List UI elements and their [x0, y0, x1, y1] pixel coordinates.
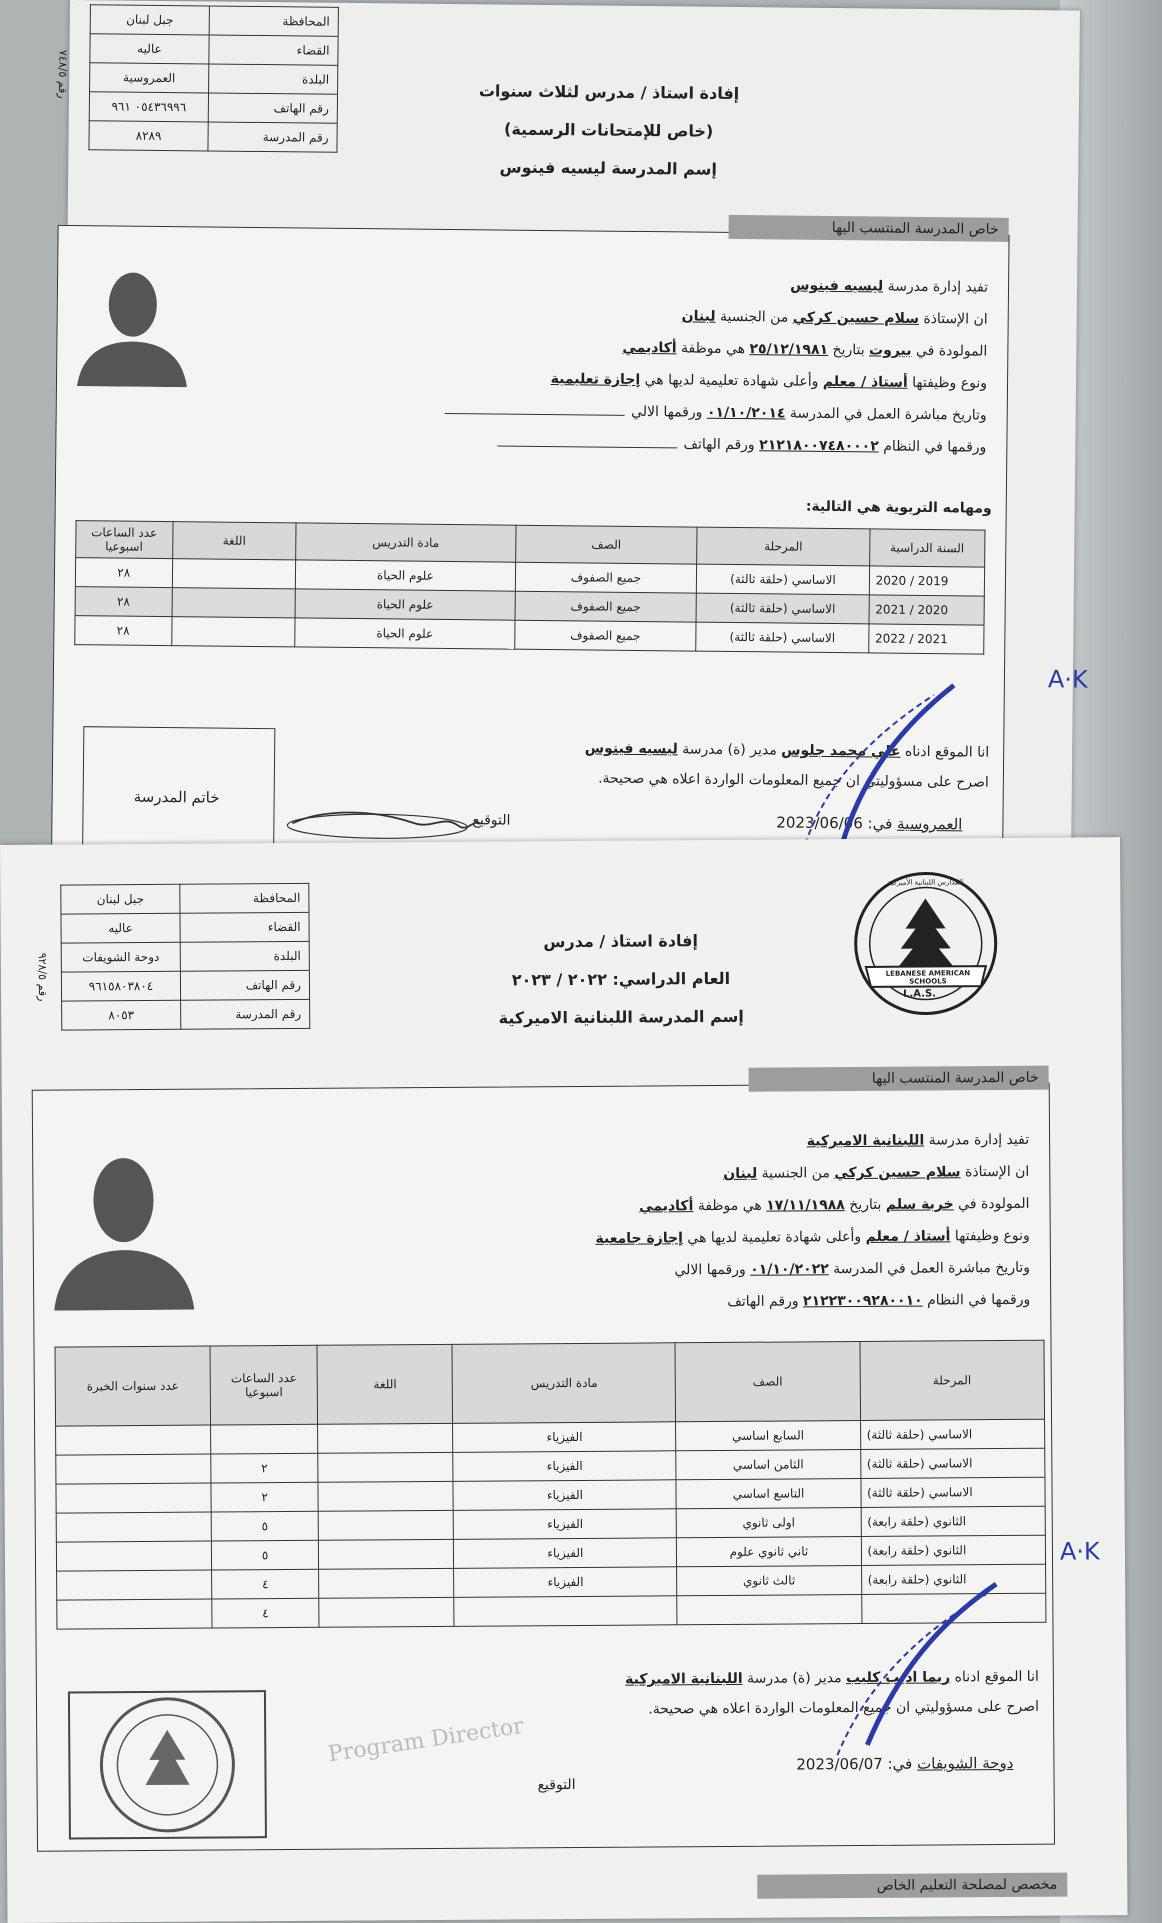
- tasks-label: ومهامه التربوية هي التالية:: [805, 498, 992, 517]
- info-row: القضاء عاليه: [61, 912, 309, 943]
- logo-initials: L.A.S.: [903, 988, 937, 1000]
- table-row: ٤: [57, 1593, 1046, 1629]
- school-name-line: إسم المدرسة ليسيه فينوس: [499, 157, 718, 179]
- info-row: القضاء عاليه: [90, 34, 338, 66]
- academic-year: العام الدراسي: ٢٠٢٢ / ٢٠٢٣: [511, 968, 731, 990]
- info-row: رقم المدرسة ٨٢٨٩: [89, 121, 337, 153]
- school-section-box: [32, 1069, 1055, 1852]
- signature-scribble-icon: [282, 803, 482, 845]
- document-subtitle: (خاص للإمتحانات الرسمية): [503, 119, 714, 141]
- detail-line-name: ان الإستاذة سلام حسين كركي من الجنسية لبنان: [681, 308, 988, 328]
- detail-line-start: وتاريخ مباشرة العمل في المدرسة ٠١/١٠/٢٠٢٢ ورقمها الالي: [674, 1259, 1031, 1279]
- school-name-line: إسم المدرسة اللبنانية الاميركية: [498, 1006, 744, 1028]
- col-header: المرحلة: [697, 527, 870, 566]
- ref-code: رقم ٧٤٨/٥: [55, 49, 70, 99]
- table-header-row: [55, 1340, 1045, 1426]
- col-header: مادة التدريس: [452, 1343, 675, 1424]
- document-title: إفادة استاذ / مدرس لثلاث سنوات: [478, 81, 740, 104]
- col-header: عدد سنوات الخبرة: [55, 1346, 211, 1426]
- signature-text: Program Director: [326, 1713, 526, 1768]
- round-school-stamp-icon: [67, 1689, 268, 1840]
- table-row: الثانوي (حلقة رابعة) ثالث ثانوي الفيزياء ٤: [57, 1564, 1046, 1600]
- table-row: الاساسي (حلقة ثالثة) التاسع اساسي الفيزياء ٢: [56, 1477, 1045, 1513]
- info-row: البلدة دوحة الشويفات: [61, 941, 309, 972]
- col-header: عدد الساعات اسبوعيا: [210, 1345, 318, 1425]
- detail-line-birth: المولودة في خربة سلم بتاريخ ١٧/١١/١٩٨٨ هي موظفة أكاديمي: [639, 1195, 1030, 1215]
- table-row: الاساسي (حلقة ثالثة) السابع اساسي الفيزياء: [56, 1419, 1045, 1455]
- stamp-label: خاتم المدرسة: [133, 787, 220, 807]
- blue-stamp-icon: [782, 654, 984, 856]
- detail-line-school: تفيد إدارة مدرسة اللبنانية الاميركية: [806, 1131, 1030, 1150]
- signature-label: التوقيع: [472, 812, 511, 829]
- blue-stamp-icon: [826, 1554, 1027, 1755]
- col-header: السنة الدراسية: [869, 529, 985, 567]
- initials-1: A·K: [1047, 665, 1088, 694]
- col-header: مادة التدريس: [296, 523, 516, 562]
- detail-line-job: ونوع وظيفتها أستاذ / معلم وأعلى شهادة تعليمية لديها هي إجازة تعليمية: [550, 371, 988, 392]
- table-row: الثانوي (حلقة رابعة) ثاني ثانوي علوم الفيزياء ٥: [56, 1535, 1045, 1571]
- initials-2: A·K: [1059, 1537, 1100, 1566]
- info-row: رقم المدرسة ٨٠٥٣: [62, 999, 310, 1030]
- col-header: الصف: [675, 1342, 860, 1422]
- logo-caption: LEBANESE AMERICAN SCHOOLS: [885, 969, 971, 986]
- col-header: الصف: [515, 525, 697, 564]
- blank-field: [497, 446, 677, 449]
- certificate-sheet-2: [0, 837, 1127, 1923]
- teacher-details: [445, 266, 989, 464]
- school-logo: [850, 868, 1001, 1019]
- table-row: الاساسي (حلقة ثالثة) الثامن اساسي الفيزياء ٢: [56, 1448, 1045, 1484]
- info-row: رقم الهاتف ٩٦١٥٨٠٣٨٠٤: [61, 970, 309, 1001]
- declaration-line-2: اصرح على مسؤوليتي ان جميع المعلومات الواردة اعلاه هي صحيحة.: [648, 1698, 1040, 1718]
- declaration-line-1: انا الموقع ادناه ريما اديب كليب مدير (ة) مدرسة اللبنانية الاميركية: [625, 1668, 1039, 1688]
- person-photo-icon: [77, 266, 188, 387]
- school-info-table: [88, 4, 339, 153]
- table-row: 2019 / 2020 الاساسي (حلقة ثالثة) جميع الصفوف علوم الحياة ٢٨: [75, 558, 984, 597]
- document-title: إفادة استاذ / مدرس: [543, 931, 699, 952]
- detail-line-school: تفيد إدارة مدرسة ليسيه فينوس: [790, 277, 989, 296]
- col-header: عدد الساعات اسبوعيا: [76, 521, 173, 559]
- detail-line-name: ان الإستاذة سلام حسين كركي من الجنسية لبنان: [723, 1163, 1030, 1182]
- declaration-line-1: انا الموقع ادناه علي محمد جلوس مدير (ة) مدرسة ليسيه فينوس: [584, 740, 990, 761]
- table-row: 2021 / 2022 الاساسي (حلقة ثالثة) جميع الصفوف علوم الحياة ٢٨: [75, 616, 984, 655]
- header-block: [428, 72, 789, 190]
- bottom-band: مخصص لمصلحة التعليم الخاص: [757, 1873, 1067, 1899]
- date-line: دوحة الشويفات في: 2023/06/07: [796, 1753, 1014, 1774]
- col-header: المرحلة: [860, 1340, 1045, 1420]
- blank-field: [445, 413, 625, 416]
- logo-arabic: المدارس اللبنانية الأميركية: [887, 878, 964, 887]
- detail-line-system: ورقمها في النظام ٢١٢٢٣٠٠٩٢٨٠٠١٠ ورقم الهاتف: [727, 1291, 1031, 1310]
- detail-line-birth: المولودة في بيروت بتاريخ ٢٥/١٢/١٩٨١ هي موظفة أكاديمي: [622, 339, 988, 360]
- col-header: اللغة: [317, 1344, 453, 1424]
- table-row: الثانوي (حلقة رابعة) اولى ثانوي الفيزياء ٥: [56, 1506, 1045, 1542]
- declaration-line-2: اصرح على مسؤوليتي ان جميع المعلومات الواردة اعلاه هي صحيحة.: [598, 770, 989, 791]
- table-row: 2020 / 2021 الاساسي (حلقة ثالثة) جميع الصفوف علوم الحياة ٢٨: [75, 587, 984, 626]
- stamp-box: [82, 726, 275, 860]
- section-band: خاص المدرسة المنتسب اليها: [749, 1066, 1049, 1092]
- ref-code: رقم ٩٢٨/٥: [35, 952, 50, 1002]
- detail-line-start: وتاريخ مباشرة العمل في المدرسة ٠١/١٠/٢٠١٤ ورقمها الالي: [445, 394, 987, 432]
- detail-line-system: ورقمها في النظام ٢١٢١٨٠٠٧٤٨٠٠٠٢ ورقم الهاتف: [445, 426, 987, 464]
- date-line: العمروسية في: 2023/06/06: [776, 813, 963, 834]
- header-block: [431, 921, 812, 1038]
- tasks-table: [74, 520, 985, 655]
- info-row: المحافظة جبل لبنان: [90, 5, 338, 37]
- signature-label: التوقيع: [537, 1777, 576, 1794]
- info-row: رقم الهاتف ٠٥٤٣٦٩٩٦ ٩٦١: [89, 92, 337, 124]
- col-header: اللغة: [172, 522, 296, 560]
- teacher-details: [595, 1124, 1031, 1319]
- detail-line-job: ونوع وظيفتها أستاذ / معلم وأعلى شهادة تعليمية لديها هي إجازة جامعية: [595, 1227, 1030, 1247]
- school-info-table: [60, 883, 310, 1031]
- section-band: خاص المدرسة المنتسب اليها: [729, 215, 1009, 242]
- info-row: البلدة العمروسية: [90, 63, 338, 95]
- person-photo-icon: [53, 1150, 194, 1311]
- info-row: المحافظة جبل لبنان: [61, 883, 309, 914]
- certificate-sheet-1: [55, 0, 1088, 861]
- school-section-box: [51, 219, 1010, 862]
